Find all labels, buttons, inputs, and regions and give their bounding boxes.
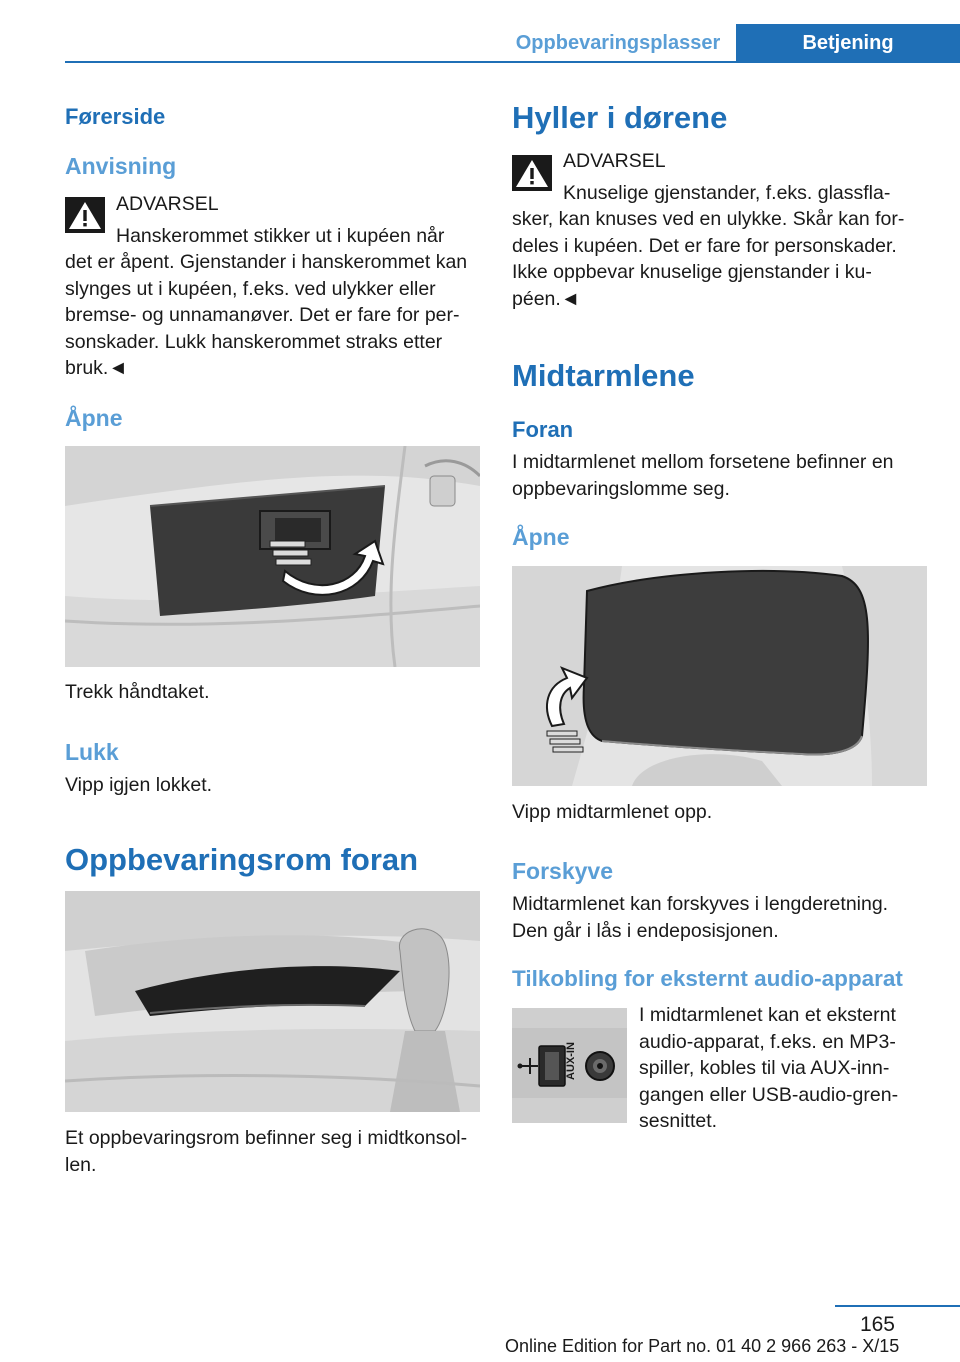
heading-note: Anvisning [65,153,177,179]
warning-text: sker, kan knuses ved en ulykke. Skår kan for-deles i kupéen. Det er fare for personskader. Ikke oppbevar knuselige gjenstander i ku-péen.◄ [512,208,905,310]
armrest-photo [512,566,927,786]
heading-storage-front: Oppbevaringsrom foran [65,842,419,877]
glovebox-photo [65,446,480,667]
heading-front: Foran [512,417,574,442]
warning-icon [512,155,552,191]
front-text: I midtarmlenet mellom forsetene befinner en oppbevaringslomme seg. [512,451,894,500]
heading-door-shelves: Hyller i dørene [512,100,728,135]
aux-label: AUX-IN [565,1042,577,1080]
slide-text: Midtarmlenet kan forskyves i lengderetning. Den går i lås i endeposisjonen. [512,893,889,942]
storage-caption: Et oppbevaringsrom befinner seg i midtkonsol-len. [65,1127,468,1176]
close-text: Vipp igjen lokket. [65,774,213,796]
aux-jack-icon [586,1052,614,1080]
heading-open-armrest: Åpne [512,524,570,550]
warning-label: ADVARSEL [563,150,666,172]
heading-aux: Tilkobling for eksternt audio-apparat [512,966,903,991]
edition-text: Online Edition for Part no. 01 40 2 966 263 - X/15 [505,1336,900,1356]
header-chapter-tab: Betjening [736,24,960,63]
heading-driver-side: Førerside [65,104,166,129]
storage-compartment-photo [65,891,480,1112]
header-rule [65,61,960,63]
warning-label: ADVARSEL [116,193,219,215]
warning-text-line1: Hanskerommet stikker ut i kupéen når [116,225,445,247]
warning-text-line1: Knuselige gjenstander, f.eks. glassfla- [563,182,891,204]
page-number: 165 [859,1313,895,1336]
header-section-tab: Oppbevaringsplasser [515,32,721,54]
warning-icon [65,197,105,233]
aux-usb-photo [512,1008,627,1123]
heading-close: Lukk [65,739,119,765]
footer-rule [835,1305,960,1307]
heading-armrest: Midtarmlene [512,358,695,393]
open-caption: Trekk håndtaket. [65,681,210,703]
warning-text: det er åpent. Gjenstander i hanskerommet kan slynges ut i kupéen, f.eks. ved ulykker eller bremse- og unnamanøver. Det er fare for per-sonskader. Lukk hanskerommet straks etter bruk.◄ [65,251,468,379]
heading-open: Åpne [65,405,123,431]
open-armrest-caption: Vipp midtarmlenet opp. [512,801,713,823]
heading-slide: Forskyve [512,858,614,884]
aux-text: I midtarmlenet kan et eksternt audio-apparat, f.eks. en MP3-spiller, kobles til via AUX-inn-gangen eller USB-audio-gren-sesnittet. [639,1004,899,1132]
